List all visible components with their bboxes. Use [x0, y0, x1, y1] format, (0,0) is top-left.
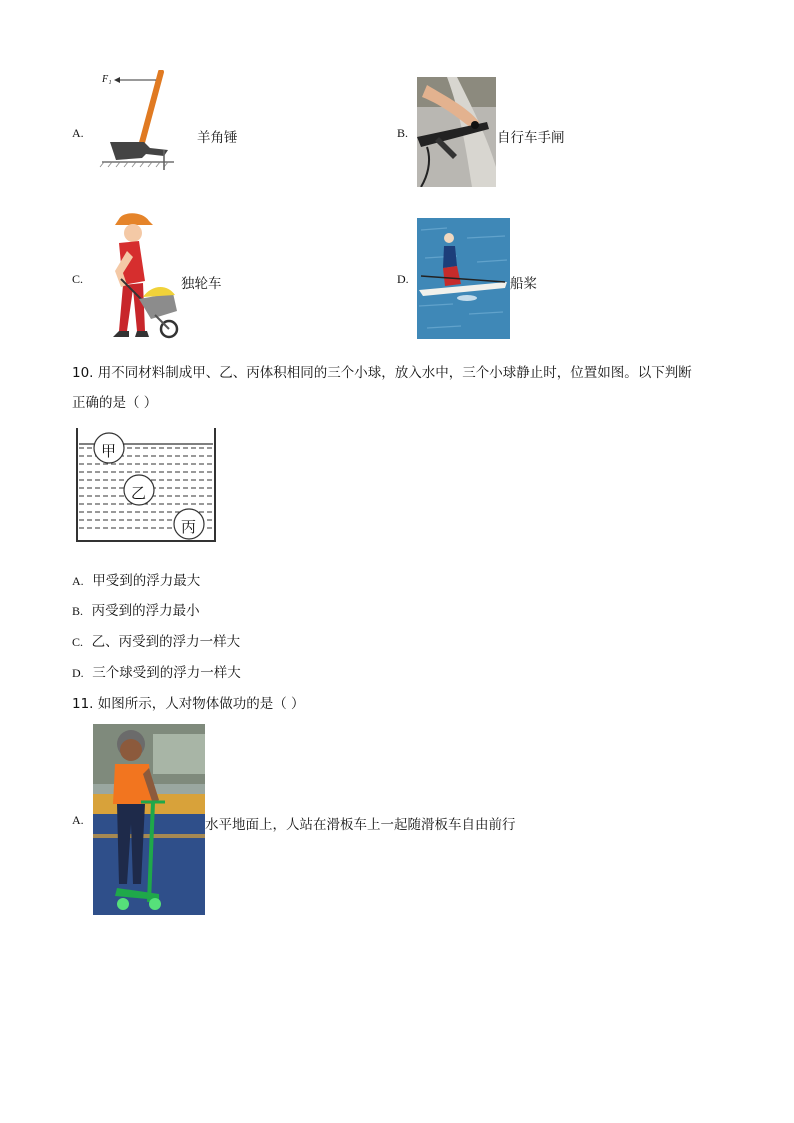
- question-stem: 11. 如图所示，人对物体做功的是（ ）: [72, 696, 305, 712]
- ball-bing-label: 丙: [181, 518, 197, 536]
- rowing-boat-photo: [417, 218, 510, 339]
- option-letter: B.: [397, 126, 409, 140]
- option-text: 乙、丙受到的浮力一样大: [91, 634, 241, 650]
- option-text: 船桨: [510, 276, 537, 292]
- ball-jia-label: 甲: [101, 442, 117, 460]
- option-a[interactable]: [72, 569, 200, 589]
- scooter-boy-photo: [93, 724, 205, 915]
- option-text: 三个球受到的浮力一样大: [92, 665, 241, 681]
- ball-yi-label: 乙: [131, 484, 147, 502]
- wheelbarrow-worker-icon: [93, 211, 181, 342]
- option-text: 独轮车: [181, 276, 222, 292]
- option-text: 丙受到的浮力最小: [91, 603, 200, 619]
- question-stem-continued: 正确的是（ ）: [72, 395, 158, 411]
- option-text: 自行车手闸: [497, 130, 565, 146]
- option-text: 甲受到的浮力最大: [92, 573, 201, 589]
- option-letter: C.: [72, 272, 84, 286]
- option-letter: C.: [72, 635, 84, 649]
- option-letter: A.: [72, 813, 84, 827]
- option-d[interactable]: [72, 661, 241, 681]
- claw-hammer-icon: [98, 70, 176, 170]
- option-letter: A.: [72, 126, 84, 140]
- option-text: 水平地面上，人站在滑板车上一起随滑板车自由前行: [205, 817, 516, 833]
- option-letter: D.: [72, 666, 84, 680]
- option-letter: A.: [72, 574, 84, 588]
- force-label: F₁: [102, 74, 112, 85]
- option-letter: B.: [72, 604, 84, 618]
- option-text: 羊角锤: [197, 130, 238, 146]
- bicycle-brake-photo: [417, 77, 496, 187]
- option-c[interactable]: [72, 630, 240, 650]
- option-letter: D.: [397, 272, 409, 286]
- question-stem: 10. 用不同材料制成甲、乙、丙体积相同的三个小球，放入水中，三个小球静止时，位置如图。以下判断: [72, 365, 692, 381]
- option-b[interactable]: [72, 599, 200, 619]
